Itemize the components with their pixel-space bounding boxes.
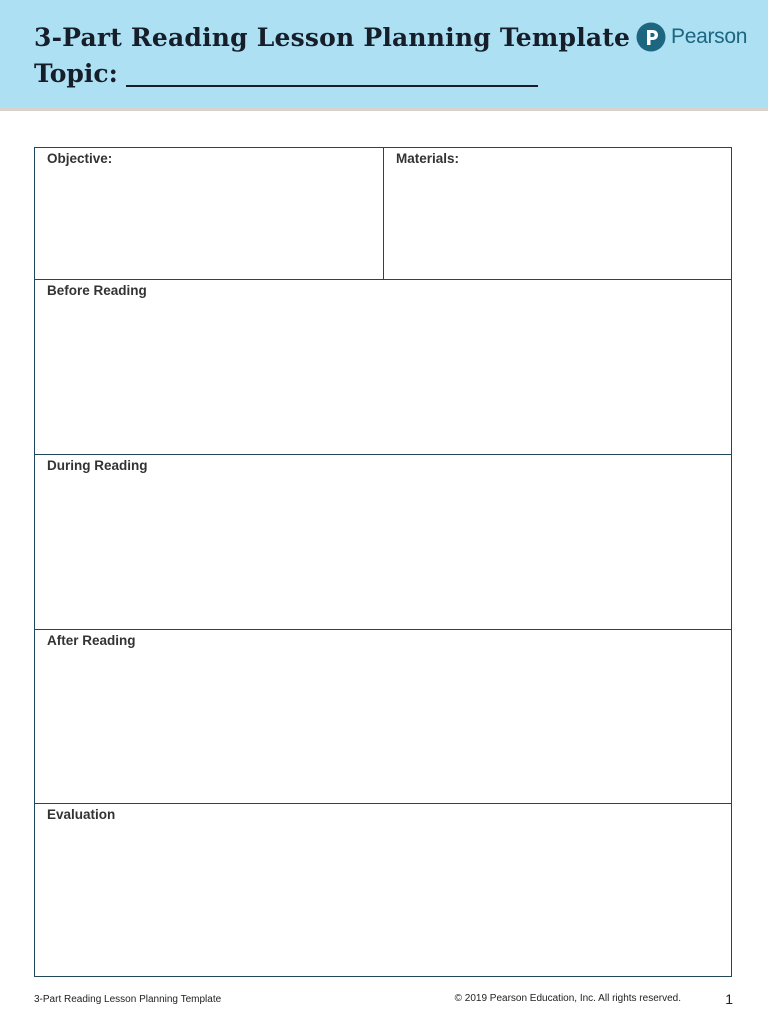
during-reading-label: During Reading (47, 458, 148, 473)
page-title: 3-Part Reading Lesson Planning Template (34, 23, 631, 52)
during-reading-cell[interactable] (35, 455, 731, 630)
objective-label: Objective: (47, 151, 113, 166)
after-reading-label: After Reading (47, 633, 136, 648)
objective-cell[interactable] (35, 148, 384, 280)
page-header (0, 0, 768, 111)
footer-copyright: © 2019 Pearson Education, Inc. All rights reserved. (454, 993, 681, 1004)
evaluation-cell[interactable] (35, 804, 731, 976)
topic-label: Topic: (34, 59, 118, 88)
footer-doc-title: 3-Part Reading Lesson Planning Template (34, 994, 222, 1005)
materials-cell[interactable] (384, 148, 731, 280)
before-reading-label: Before Reading (47, 283, 147, 298)
evaluation-label: Evaluation (47, 807, 116, 822)
materials-label: Materials: (396, 151, 460, 166)
topic-blank-line[interactable] (126, 85, 538, 87)
brand-name: Pearson (671, 25, 748, 48)
topic-field[interactable] (34, 56, 538, 92)
page-number: 1 (725, 991, 733, 1007)
pearson-p-icon (636, 22, 666, 52)
before-reading-cell[interactable] (35, 280, 731, 455)
after-reading-cell[interactable] (35, 630, 731, 804)
lesson-plan-grid (34, 147, 732, 977)
pearson-logo (636, 22, 747, 52)
